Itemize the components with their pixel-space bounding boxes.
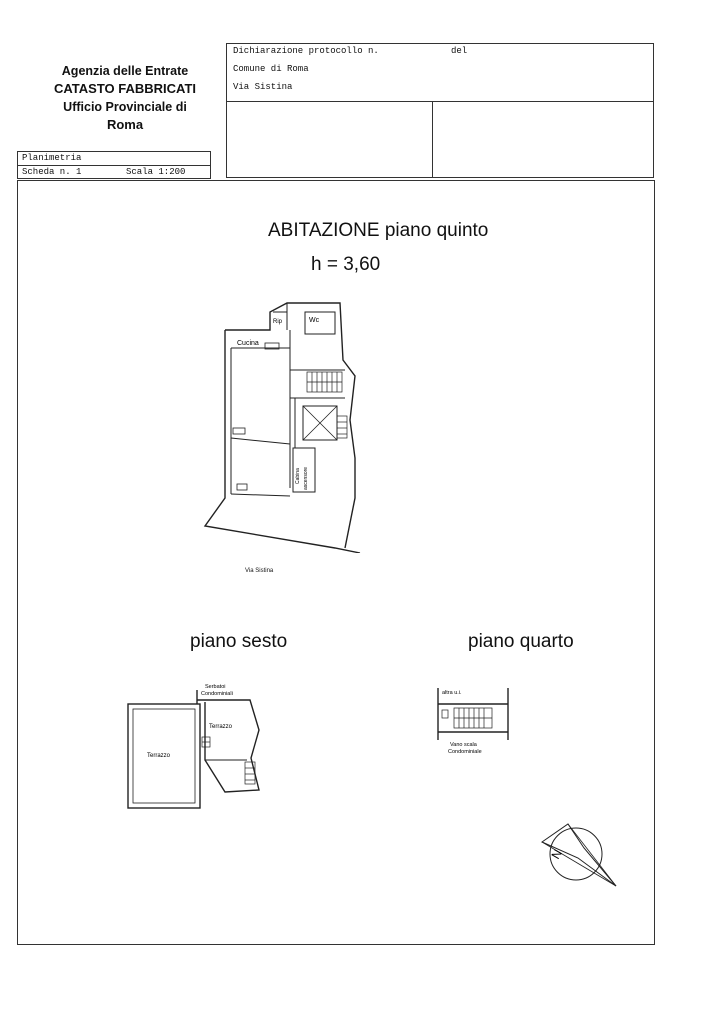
sixth-floor-plan [125,682,265,812]
drawing-title: ABITAZIONE piano quinto [268,220,489,241]
terrazzo-left-label: Terrazzo [147,753,171,759]
declaration-divider [227,101,653,102]
plan-outer-wall-left [205,330,360,553]
planimetria-box [17,151,211,179]
office-label: Ufficio Provinciale di [63,100,187,114]
planimetria-title: Planimetria [22,153,82,163]
ceiling-height: h = 3,60 [311,254,381,275]
north-compass-icon [540,818,622,890]
scale-label: Scala 1:200 [126,167,186,177]
sixth-floor-label: piano sesto [190,631,288,652]
office-city: Roma [106,117,144,132]
fourth-floor-label: piano quarto [468,631,574,652]
room-cabina-line2: ascensore [303,466,309,490]
room-cucina: Cucina [237,340,259,347]
agency-name: Agenzia delle Entrate [61,64,189,78]
terrazzo-right-label: Terrazzo [209,724,233,730]
declaration-column-divider [432,101,433,177]
altra-ui-label: altra u.i. [442,690,462,696]
street-label: Via Sistina [245,568,274,574]
planimetria-divider [18,165,210,166]
fifth-floor-plan [195,298,365,553]
agency-header [30,62,220,134]
room-cabina-line1: Cabina [295,468,301,484]
comune-label: Comune di Roma [233,64,309,74]
vano-scala-label-line1: Vano scala [450,742,477,748]
serbatoi-label-line2: Condominiali [201,691,233,697]
room-wc: Wc [309,317,320,324]
room-rip: Rip [273,319,283,325]
protocol-label: Dichiarazione protocollo n. [233,46,379,56]
serbatoi-label-line1: Serbatoi [205,684,226,690]
address-label: Via Sistina [233,82,293,92]
vano-scala-label-line2: Condominiale [448,749,482,755]
fourth-floor-plan [430,682,520,762]
del-label: del [451,46,468,56]
declaration-box [226,43,654,178]
scheda-label: Scheda n. 1 [22,167,82,177]
catasto-title: CATASTO FABBRICATI [53,81,197,96]
compass-north-letter: N [548,846,565,862]
